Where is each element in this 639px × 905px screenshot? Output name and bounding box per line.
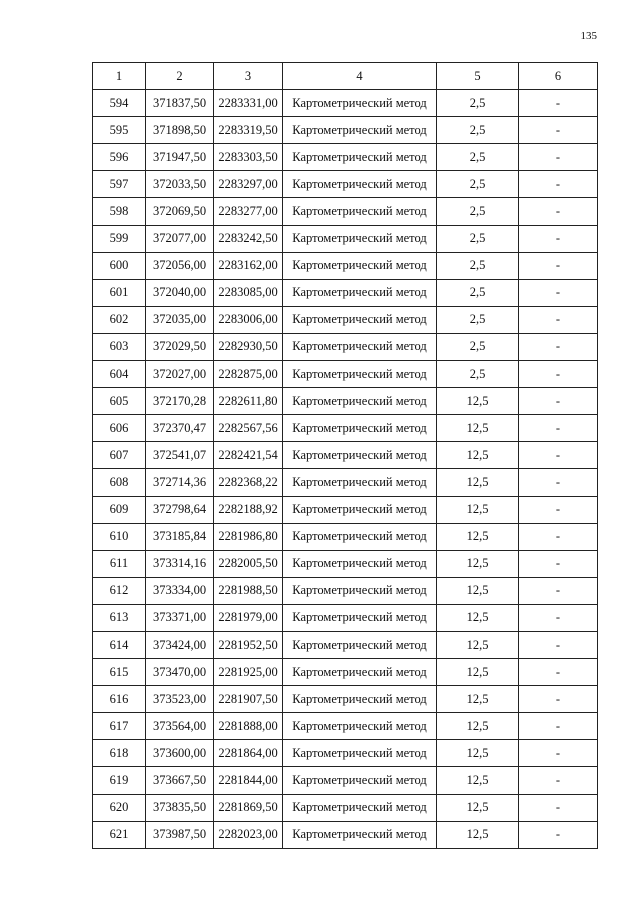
table-row [93,415,598,442]
page-number: 135 [580,30,597,42]
cell-point-number: 612 [93,577,146,604]
cell-coord-x: 373371,00 [146,604,214,631]
cell-coord-x: 371837,50 [146,90,214,117]
table-row [93,767,598,794]
cell-coord-y: 2281864,00 [214,740,283,767]
cell-accuracy: 12,5 [437,469,519,496]
table-row [93,279,598,306]
cell-accuracy: 2,5 [437,252,519,279]
cell-coord-y: 2281888,00 [214,713,283,740]
table-row [93,713,598,740]
table-row [93,821,598,848]
cell-method: Картометрический метод [283,171,437,198]
cell-method: Картометрический метод [283,361,437,388]
cell-point-number: 606 [93,415,146,442]
cell-coord-y: 2283162,00 [214,252,283,279]
cell-accuracy: 2,5 [437,225,519,252]
cell-note: - [519,469,598,496]
cell-method: Картометрический метод [283,740,437,767]
cell-coord-x: 373835,50 [146,794,214,821]
cell-coord-x: 372541,07 [146,442,214,469]
table-row [93,469,598,496]
cell-coord-y: 2283297,00 [214,171,283,198]
cell-method: Картометрический метод [283,198,437,225]
cell-point-number: 617 [93,713,146,740]
cell-method: Картометрический метод [283,767,437,794]
cell-coord-x: 373334,00 [146,577,214,604]
cell-accuracy: 2,5 [437,198,519,225]
header-col-4: 4 [283,63,437,90]
cell-point-number: 616 [93,686,146,713]
cell-method: Картометрический метод [283,523,437,550]
cell-point-number: 620 [93,794,146,821]
cell-method: Картометрический метод [283,469,437,496]
cell-accuracy: 12,5 [437,523,519,550]
cell-coord-x: 373185,84 [146,523,214,550]
header-col-6: 6 [519,63,598,90]
cell-note: - [519,252,598,279]
cell-coord-x: 373564,00 [146,713,214,740]
cell-method: Картометрический метод [283,279,437,306]
cell-coord-x: 372077,00 [146,225,214,252]
cell-point-number: 619 [93,767,146,794]
cell-coord-y: 2281988,50 [214,577,283,604]
cell-note: - [519,794,598,821]
cell-accuracy: 2,5 [437,144,519,171]
cell-method: Картометрический метод [283,496,437,523]
cell-point-number: 597 [93,171,146,198]
table-row [93,171,598,198]
cell-coord-y: 2282567,56 [214,415,283,442]
cell-coord-y: 2283006,00 [214,306,283,333]
cell-method: Картометрический метод [283,577,437,604]
table-row [93,550,598,577]
table-row [93,225,598,252]
cell-coord-x: 371947,50 [146,144,214,171]
cell-coord-x: 372056,00 [146,252,214,279]
header-col-5: 5 [437,63,519,90]
table-row [93,90,598,117]
cell-method: Картометрический метод [283,333,437,360]
cell-coord-x: 373314,16 [146,550,214,577]
cell-note: - [519,604,598,631]
cell-coord-x: 372027,00 [146,361,214,388]
table-row [93,686,598,713]
table-row [93,631,598,658]
table-row [93,442,598,469]
cell-coord-y: 2282368,22 [214,469,283,496]
cell-note: - [519,279,598,306]
table-row [93,306,598,333]
cell-note: - [519,306,598,333]
cell-accuracy: 12,5 [437,767,519,794]
table-row [93,117,598,144]
cell-accuracy: 12,5 [437,550,519,577]
cell-coord-x: 373470,00 [146,659,214,686]
cell-point-number: 594 [93,90,146,117]
cell-accuracy: 2,5 [437,117,519,144]
cell-point-number: 621 [93,821,146,848]
table-header-row [93,63,598,90]
cell-coord-y: 2283242,50 [214,225,283,252]
cell-note: - [519,631,598,658]
coordinates-table [92,62,598,849]
cell-note: - [519,496,598,523]
table-row [93,740,598,767]
cell-coord-y: 2282611,80 [214,388,283,415]
cell-coord-x: 373523,00 [146,686,214,713]
cell-method: Картометрический метод [283,442,437,469]
cell-point-number: 600 [93,252,146,279]
table-row [93,388,598,415]
cell-accuracy: 12,5 [437,388,519,415]
cell-coord-y: 2281925,00 [214,659,283,686]
cell-accuracy: 2,5 [437,90,519,117]
cell-point-number: 596 [93,144,146,171]
cell-method: Картометрический метод [283,117,437,144]
cell-note: - [519,577,598,604]
cell-point-number: 610 [93,523,146,550]
cell-note: - [519,821,598,848]
cell-note: - [519,415,598,442]
cell-coord-x: 373600,00 [146,740,214,767]
cell-accuracy: 12,5 [437,740,519,767]
cell-coord-y: 2281844,00 [214,767,283,794]
cell-method: Картометрический метод [283,252,437,279]
cell-coord-y: 2282875,00 [214,361,283,388]
cell-point-number: 618 [93,740,146,767]
cell-coord-x: 372370,47 [146,415,214,442]
table-row [93,333,598,360]
cell-point-number: 609 [93,496,146,523]
header-col-3: 3 [214,63,283,90]
cell-coord-x: 373667,50 [146,767,214,794]
cell-note: - [519,550,598,577]
cell-coord-y: 2281952,50 [214,631,283,658]
cell-point-number: 615 [93,659,146,686]
cell-point-number: 595 [93,117,146,144]
cell-accuracy: 12,5 [437,415,519,442]
cell-method: Картометрический метод [283,550,437,577]
cell-point-number: 599 [93,225,146,252]
cell-point-number: 601 [93,279,146,306]
cell-accuracy: 12,5 [437,821,519,848]
cell-coord-x: 371898,50 [146,117,214,144]
cell-coord-y: 2281907,50 [214,686,283,713]
cell-note: - [519,523,598,550]
cell-coord-y: 2283303,50 [214,144,283,171]
cell-coord-y: 2281986,80 [214,523,283,550]
cell-note: - [519,198,598,225]
table-body [93,90,598,849]
cell-accuracy: 12,5 [437,794,519,821]
cell-coord-y: 2283085,00 [214,279,283,306]
cell-note: - [519,144,598,171]
table-row [93,252,598,279]
cell-coord-y: 2282421,54 [214,442,283,469]
cell-coord-x: 373987,50 [146,821,214,848]
cell-note: - [519,117,598,144]
cell-coord-x: 372035,00 [146,306,214,333]
table-row [93,496,598,523]
header-col-2: 2 [146,63,214,90]
table-row [93,577,598,604]
cell-note: - [519,388,598,415]
cell-note: - [519,171,598,198]
cell-point-number: 604 [93,361,146,388]
cell-accuracy: 12,5 [437,686,519,713]
cell-coord-y: 2282023,00 [214,821,283,848]
cell-note: - [519,361,598,388]
cell-note: - [519,659,598,686]
cell-point-number: 614 [93,631,146,658]
cell-accuracy: 12,5 [437,631,519,658]
header-col-1: 1 [93,63,146,90]
table-row [93,198,598,225]
table-row [93,144,598,171]
cell-accuracy: 12,5 [437,659,519,686]
cell-accuracy: 2,5 [437,306,519,333]
cell-coord-y: 2283319,50 [214,117,283,144]
cell-note: - [519,740,598,767]
cell-note: - [519,333,598,360]
cell-method: Картометрический метод [283,686,437,713]
cell-method: Картометрический метод [283,144,437,171]
cell-coord-x: 372069,50 [146,198,214,225]
cell-coord-y: 2281979,00 [214,604,283,631]
cell-note: - [519,90,598,117]
cell-coord-y: 2283277,00 [214,198,283,225]
cell-coord-x: 372033,50 [146,171,214,198]
cell-coord-x: 372714,36 [146,469,214,496]
cell-method: Картометрический метод [283,713,437,740]
table-row [93,523,598,550]
cell-accuracy: 2,5 [437,279,519,306]
cell-coord-x: 372170,28 [146,388,214,415]
cell-accuracy: 2,5 [437,361,519,388]
table-row [93,659,598,686]
cell-coord-y: 2282005,50 [214,550,283,577]
cell-coord-y: 2282930,50 [214,333,283,360]
cell-method: Картометрический метод [283,388,437,415]
cell-coord-y: 2282188,92 [214,496,283,523]
cell-point-number: 611 [93,550,146,577]
cell-accuracy: 12,5 [437,442,519,469]
cell-note: - [519,225,598,252]
table-row [93,361,598,388]
cell-accuracy: 2,5 [437,171,519,198]
cell-coord-y: 2283331,00 [214,90,283,117]
cell-coord-x: 372798,64 [146,496,214,523]
cell-point-number: 605 [93,388,146,415]
cell-point-number: 598 [93,198,146,225]
cell-note: - [519,767,598,794]
cell-note: - [519,713,598,740]
cell-point-number: 613 [93,604,146,631]
cell-point-number: 607 [93,442,146,469]
table-row [93,604,598,631]
cell-method: Картометрический метод [283,604,437,631]
cell-coord-x: 373424,00 [146,631,214,658]
cell-coord-x: 372029,50 [146,333,214,360]
cell-point-number: 608 [93,469,146,496]
cell-note: - [519,442,598,469]
cell-method: Картометрический метод [283,90,437,117]
cell-method: Картометрический метод [283,659,437,686]
cell-accuracy: 2,5 [437,333,519,360]
cell-method: Картометрический метод [283,794,437,821]
cell-method: Картометрический метод [283,225,437,252]
cell-coord-y: 2281869,50 [214,794,283,821]
table-row [93,794,598,821]
cell-accuracy: 12,5 [437,713,519,740]
cell-method: Картометрический метод [283,415,437,442]
cell-note: - [519,686,598,713]
cell-accuracy: 12,5 [437,577,519,604]
cell-method: Картометрический метод [283,306,437,333]
cell-method: Картометрический метод [283,821,437,848]
cell-method: Картометрический метод [283,631,437,658]
cell-accuracy: 12,5 [437,604,519,631]
cell-coord-x: 372040,00 [146,279,214,306]
cell-point-number: 603 [93,333,146,360]
cell-accuracy: 12,5 [437,496,519,523]
cell-point-number: 602 [93,306,146,333]
